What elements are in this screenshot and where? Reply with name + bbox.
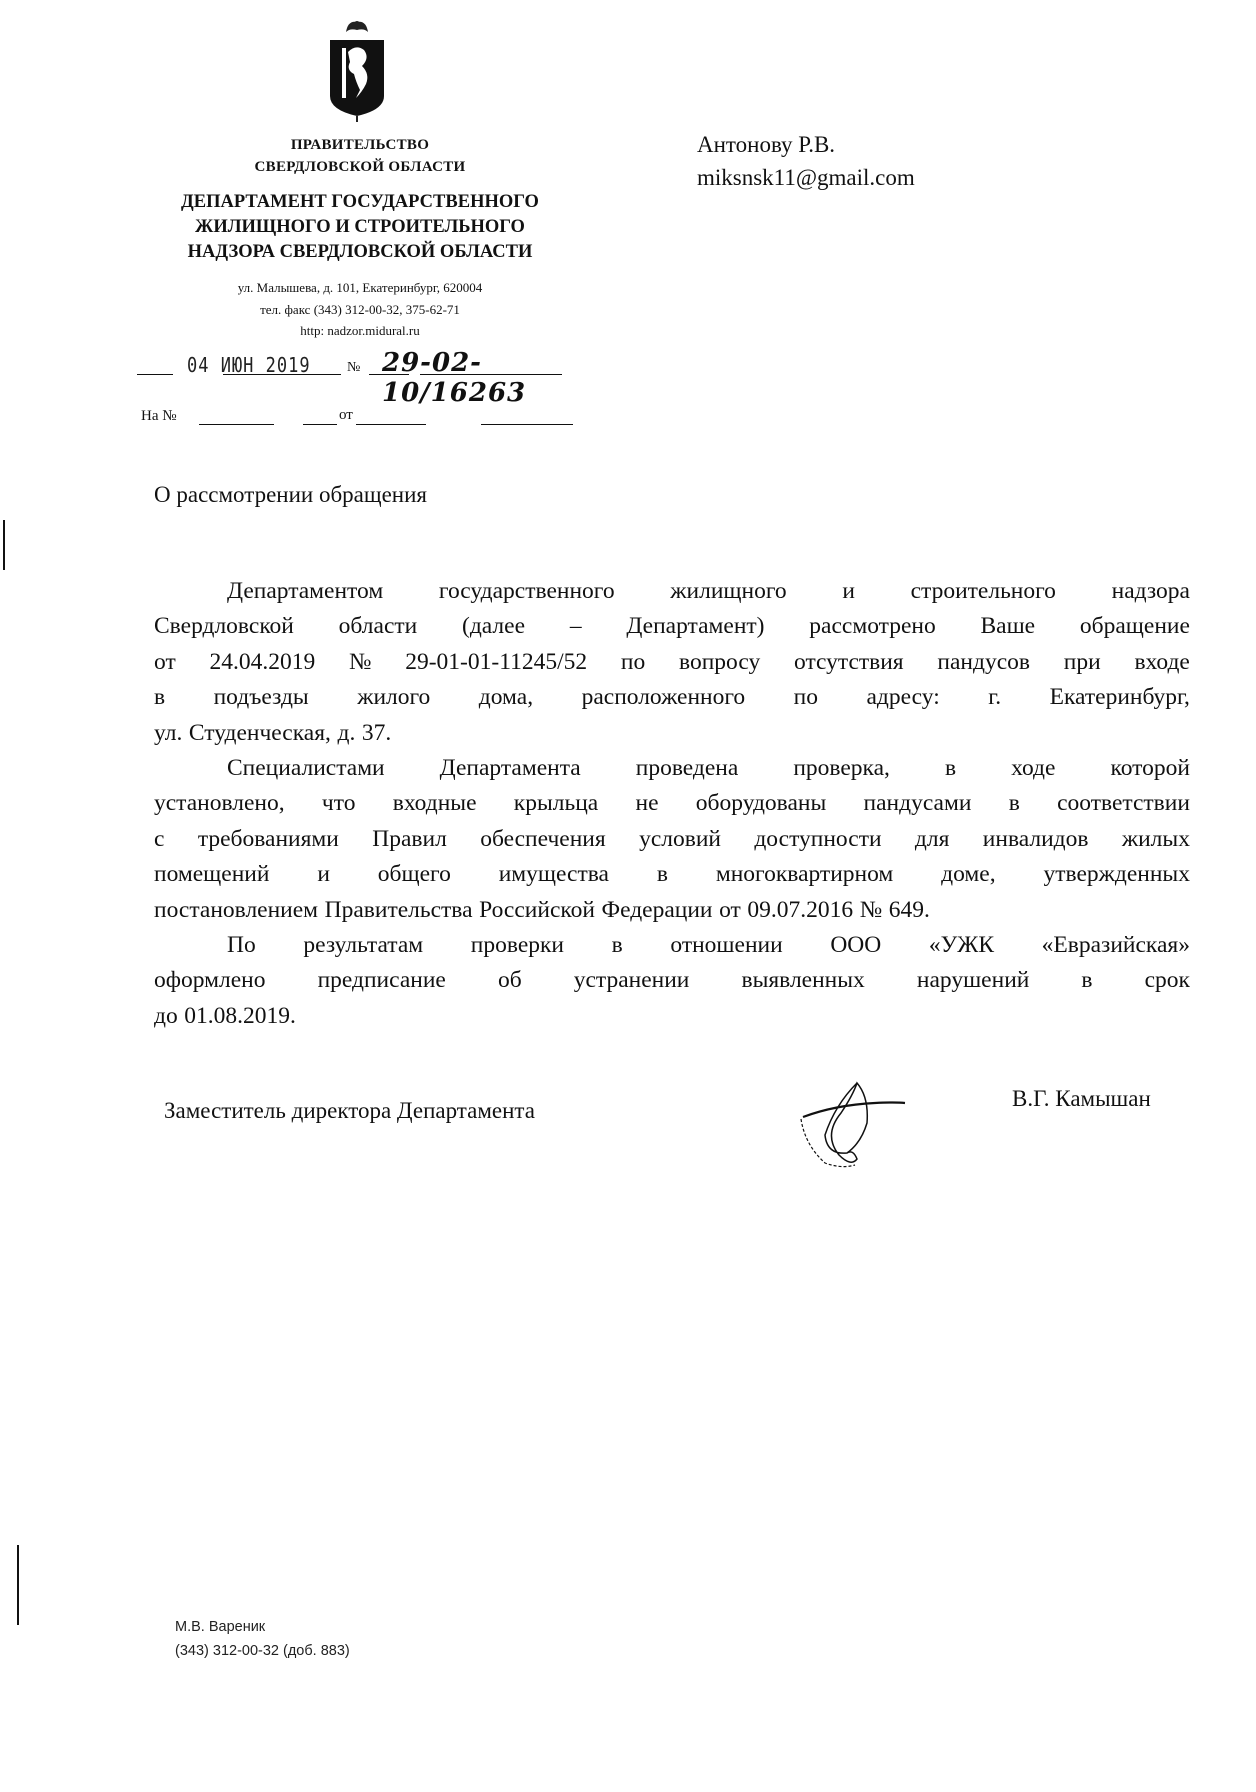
body-line: оформлено предписание об устранении выявленных нарушений в срок bbox=[154, 967, 1190, 994]
body-line: ул. Студенческая, д. 37. bbox=[154, 719, 392, 746]
body-line: По результатам проверки в отношении ООО «УЖК «Евразийская» bbox=[227, 932, 1190, 959]
number-label: № bbox=[347, 360, 361, 375]
body-paragraph bbox=[154, 574, 1190, 751]
website-line: http: nadzor.midural.ru bbox=[300, 323, 420, 338]
body-line: Специалистами Департамента проведена проверка, в ходе которой bbox=[227, 755, 1190, 782]
letter-subject: О рассмотрении обращения bbox=[154, 482, 427, 507]
from-label: от bbox=[339, 407, 353, 423]
body-line: Свердловской области (далее – Департамент) рассмотрено Ваше обращение bbox=[154, 613, 1190, 640]
scan-mark bbox=[17, 1545, 19, 1625]
department-line: ДЕПАРТАМЕНТ ГОСУДАРСТВЕННОГО bbox=[181, 192, 539, 212]
recipient-block bbox=[697, 128, 915, 194]
recipient-name: Антонову Р.В. bbox=[697, 132, 836, 157]
date-stamp: 04 ИЮН 2019 bbox=[187, 354, 311, 378]
body-paragraph bbox=[154, 751, 1190, 928]
department-contacts bbox=[140, 277, 580, 342]
phone-line: тел. факс (343) 312-00-32, 375-62-71 bbox=[260, 301, 460, 317]
executor-block bbox=[175, 1615, 350, 1663]
handwritten-signature bbox=[795, 1075, 925, 1170]
body-line: с требованиями Правил обеспечения условий доступности для инвалидов жилых bbox=[154, 825, 1190, 852]
body-line: до 01.08.2019. bbox=[154, 1002, 296, 1029]
body-paragraph bbox=[154, 928, 1190, 1034]
government-line: СВЕРДЛОВСКОЙ ОБЛАСТИ bbox=[254, 159, 466, 175]
government-line: ПРАВИТЕЛЬСТВО bbox=[290, 137, 430, 153]
executor-phone: (343) 312-00-32 (доб. 883) bbox=[175, 1643, 350, 1659]
department-name bbox=[140, 190, 580, 265]
body-line: Департаментом государственного жилищного и строительного надзора bbox=[227, 578, 1190, 604]
coat-of-arms-emblem bbox=[326, 18, 388, 122]
department-line: ЖИЛИЩНОГО И СТРОИТЕЛЬНОГО bbox=[195, 217, 525, 237]
signatory-name: В.Г. Камышан bbox=[1012, 1086, 1151, 1111]
body-line: помещений и общего имущества в многоквартирном доме, утвержденных bbox=[154, 861, 1190, 888]
reply-to-line bbox=[141, 406, 581, 430]
scan-mark bbox=[3, 520, 5, 570]
letter-body bbox=[154, 574, 1190, 1034]
government-name bbox=[140, 134, 580, 178]
registration-number: 29-02-10/16263 bbox=[382, 348, 527, 408]
body-line: установлено, что входные крыльца не оборудованы пандусами в соответствии bbox=[154, 790, 1190, 817]
executor-name: М.В. Вареник bbox=[175, 1619, 266, 1635]
body-line: в подъезды жилого дома, расположенного по адресу: г. Екатеринбург, bbox=[154, 684, 1190, 711]
department-line: НАДЗОРА СВЕРДЛОВСКОЙ ОБЛАСТИ bbox=[187, 242, 533, 262]
recipient-email: miksnsk11@gmail.com bbox=[697, 165, 915, 190]
registration-line bbox=[137, 348, 577, 408]
body-line: постановлением Правительства Российской Федерации от 09.07.2016 № 649. bbox=[154, 896, 930, 923]
reply-to-label: На № bbox=[141, 408, 177, 424]
signatory-position: Заместитель директора Департамента bbox=[164, 1098, 535, 1123]
body-line: от 24.04.2019 № 29-01-01-11245/52 по вопросу отсутствия пандусов при входе bbox=[154, 648, 1190, 675]
address-line: ул. Малышева, д. 101, Екатеринбург, 620004 bbox=[237, 280, 483, 295]
